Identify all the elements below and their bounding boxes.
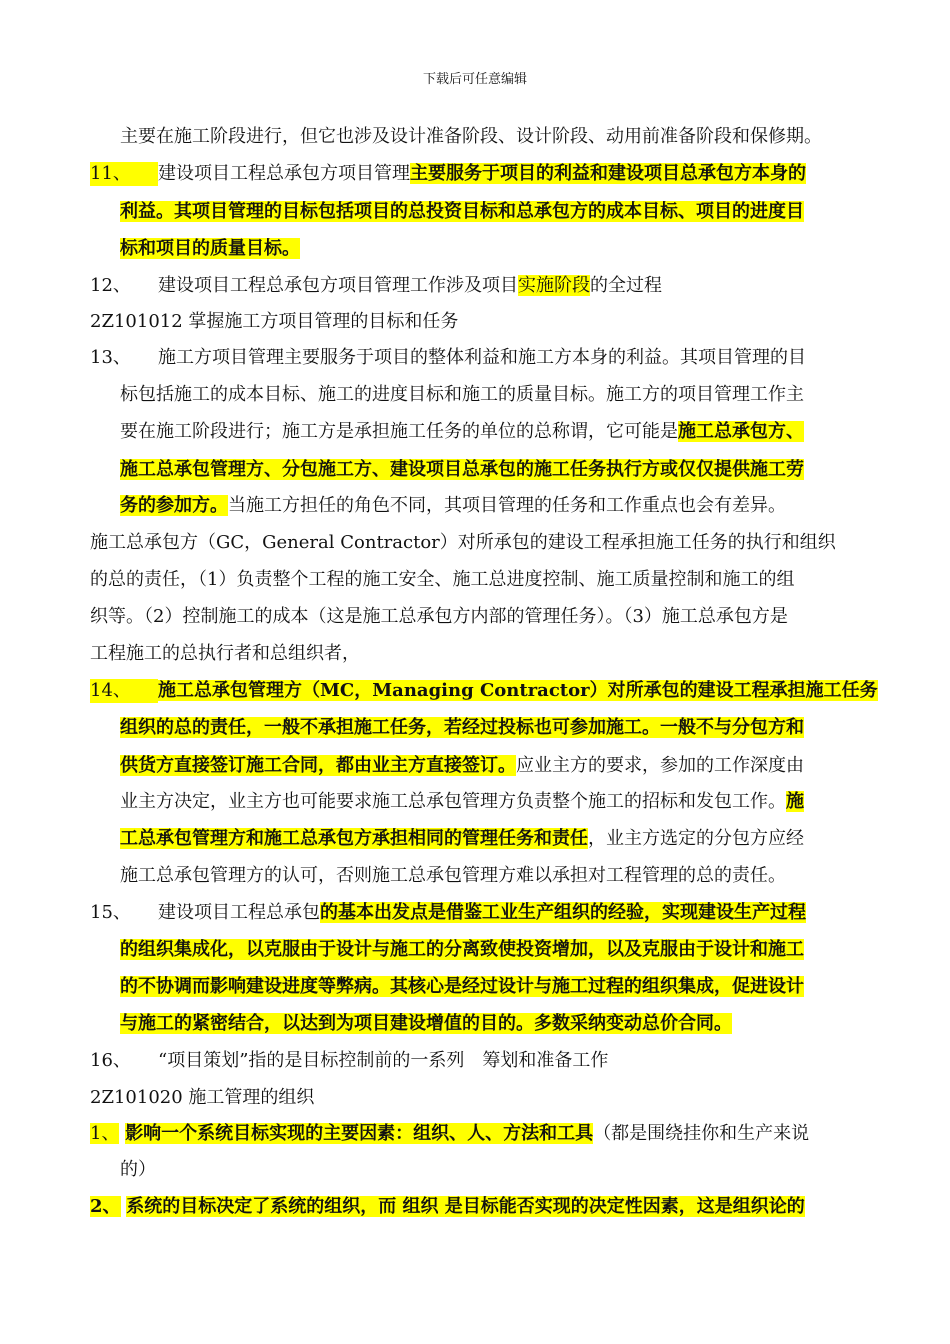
text-line: 织等。（2）控制施工的成本（这是施工总承包方内部的管理任务）。（3）施工总承包方是 <box>90 606 788 627</box>
text-line: 标包括施工的成本目标、施工的进度目标和施工的质量目标。施工方的项目管理工作主 <box>120 384 804 405</box>
list-item-1: 1、 影响一个系统目标实现的主要因素：组织、人、方法和工具（都是围绕挂你和生产来说 <box>90 1123 810 1144</box>
text-line: 标和项目的质量目标。 <box>120 238 300 259</box>
text-line: 施工总承包管理方、分包施工方、建设项目总承包的施工任务执行方或仅仅提供施工劳 <box>120 459 804 480</box>
list-item-2: 2、 系统的目标决定了系统的组织，而 组织 是目标能否实现的决定性因素，这是组织论的 <box>90 1196 805 1217</box>
text-line: 主要在施工阶段进行，但它也涉及设计准备阶段、设计阶段、动用前准备阶段和保修期。 <box>120 126 822 147</box>
page-header: 下载后可任意编辑 <box>422 72 527 87</box>
text-line: 业主方决定，业主方也可能要求施工总承包管理方负责整个施工的招标和发包工作。施 <box>120 791 804 812</box>
text-line: 组织的总的责任，一般不承担施工任务，若经过投标也可参加施工。一般不与分包方和 <box>120 717 804 738</box>
text-line: 与施工的紧密结合，以达到为项目建设增值的目的。多数采纳变动总价合同。 <box>120 1013 732 1034</box>
section-heading: 2Z101012 掌握施工方项目管理的目标和任务 <box>90 311 459 332</box>
list-item-14: 14、 施工总承包管理方（MC，Managing Contractor）对所承包的建设工程承担施工任务 <box>90 680 878 701</box>
list-item-16: 16、 “项目策划”指的是目标控制前的一系列 筹划和准备工作 <box>90 1050 609 1071</box>
section-heading: 2Z101020 施工管理的组织 <box>90 1087 315 1108</box>
text-line: 要在施工阶段进行；施工方是承担施工任务的单位的总称谓，它可能是施工总承包方、 <box>120 421 804 442</box>
text-line: 施工总承包管理方的认可，否则施工总承包管理方难以承担对工程管理的总的责任。 <box>120 865 786 886</box>
list-item-11: 11、 建设项目工程总承包方项目管理主要服务于项目的利益和建设项目总承包方本身的 <box>90 163 806 184</box>
text-line: 务的参加方。当施工方担任的角色不同，其项目管理的任务和工作重点也会有差异。 <box>120 495 786 516</box>
text-line: 的总的责任，（1）负责整个工程的施工安全、施工总进度控制、施工质量控制和施工的组 <box>90 569 795 590</box>
text-line: 的组织集成化，以克服由于设计与施工的分离致使投资增加，以及克服由于设计和施工 <box>120 939 804 960</box>
list-item-13: 13、 施工方项目管理主要服务于项目的整体利益和施工方本身的利益。其项目管理的目 <box>90 347 806 368</box>
text-line: 工程施工的总执行者和总组织者， <box>90 643 360 664</box>
text-line: 供货方直接签订施工合同，都由业主方直接签订。应业主方的要求，参加的工作深度由 <box>120 755 804 776</box>
list-item-12: 12、 建设项目工程总承包方项目管理工作涉及项目实施阶段的全过程 <box>90 275 662 296</box>
text-line: 的） <box>120 1159 156 1180</box>
text-line: 利益。其项目管理的目标包括项目的总投资目标和总承包方的成本目标、项目的进度目 <box>120 201 804 222</box>
text-line: 的不协调而影响建设进度等弊病。其核心是经过设计与施工过程的组织集成，促进设计 <box>120 976 804 997</box>
text-line: 施工总承包方（GC，General Contractor）对所承包的建设工程承担施工任务的执行和组织 <box>90 532 836 553</box>
list-item-15: 15、 建设项目工程总承包的基本出发点是借鉴工业生产组织的经验，实现建设生产过程 <box>90 902 806 923</box>
text-line: 工总承包管理方和施工总承包方承担相同的管理任务和责任，业主方选定的分包方应经 <box>120 828 804 849</box>
